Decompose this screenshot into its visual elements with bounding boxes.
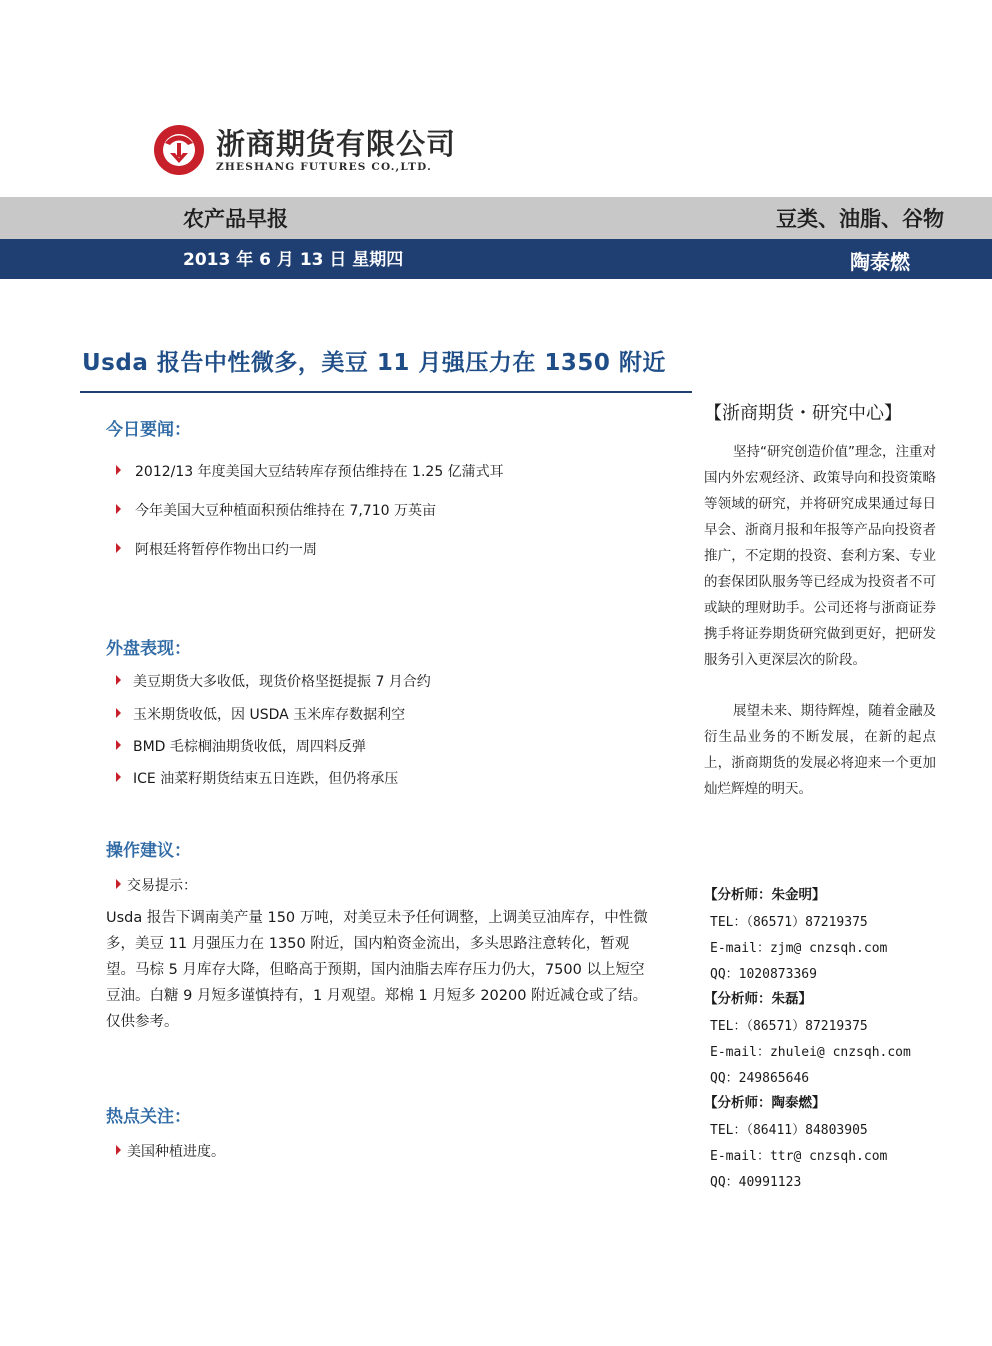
news-item: 今年美国大豆种植面积预估维持在 7,710 万英亩 bbox=[116, 500, 436, 520]
analyst-heading: 【分析师：朱金明】 bbox=[704, 887, 826, 903]
bullet-triangle-icon bbox=[116, 1145, 121, 1155]
news-item: 阿根廷将暂停作物出口约一周 bbox=[116, 539, 317, 559]
advice-heading: 操作建议： bbox=[106, 841, 191, 861]
analyst-tel: TEL：（86571）87219375 bbox=[710, 915, 868, 930]
bullet-triangle-icon bbox=[116, 772, 121, 782]
company-name-en: ZHESHANG FUTURES CO.,LTD. bbox=[216, 161, 432, 173]
bullet-triangle-icon bbox=[116, 708, 121, 718]
bullet-triangle-icon bbox=[116, 675, 121, 685]
bullet-triangle-icon bbox=[116, 740, 121, 750]
analyst-tel: TEL：（86571）87219375 bbox=[710, 1019, 868, 1034]
hot-item: 美国种植进度。 bbox=[116, 1141, 225, 1161]
bullet-triangle-icon bbox=[116, 465, 121, 475]
hot-heading: 热点关注： bbox=[106, 1107, 191, 1127]
report-author: 陶泰燃 bbox=[850, 250, 910, 274]
analyst-qq: QQ：1020873369 bbox=[710, 967, 817, 982]
overseas-heading: 外盘表现： bbox=[106, 639, 191, 659]
bullet-triangle-icon bbox=[116, 879, 121, 889]
analyst-tel: TEL：（86411）84803905 bbox=[710, 1123, 868, 1138]
analyst-qq: QQ：40991123 bbox=[710, 1175, 802, 1190]
analyst-heading: 【分析师：陶泰燃】 bbox=[704, 1095, 826, 1111]
trade-tip-label: 交易提示： bbox=[116, 875, 197, 895]
overseas-item: BMD 毛棕榈油期货收低，周四料反弹 bbox=[116, 736, 366, 756]
report-date: 2013 年 6 月 13 日 星期四 bbox=[183, 250, 404, 270]
bullet-triangle-icon bbox=[116, 504, 121, 514]
analyst-email[interactable]: E-mail：zjm@ cnzsqh.com bbox=[710, 941, 888, 956]
report-type: 农产品早报 bbox=[183, 207, 288, 231]
zheshang-logo-icon bbox=[152, 123, 206, 177]
research-center-intro: 坚持“研究创造价值”理念，注重对国内外宏观经济、政策导向和投资策略等领域的研究，并将研究成果通过每日早会、浙商月报和年报等产品向投资者推广，不定期的投资、套利方案、专业的套保团队服务等已经成为投资者不可或缺的理财助手。公司还将与浙商证券携手将证券期货研究做到更好，把研发服务引入更深层次的阶段。 bbox=[704, 444, 936, 668]
overseas-item: 美豆期货大多收低，现货价格坚挺提振 7 月合约 bbox=[116, 671, 431, 691]
advice-paragraph: Usda 报告下调南美产量 150 万吨，对美豆未予任何调整，上调美豆油库存，中性微多，美豆 11 月强压力在 1350 附近，国内粕资金流出，多头思路注意转化，暂观望。马棕 5 月库存大降，但略高于预期，国内油脂去库存压力仍大，7500 以上短空豆油。白糖 9 月短多谨慎持有，1 月观望。郑棉 1 月短多 20200 附近减仓或了结。仅供参考。 bbox=[106, 910, 648, 1030]
news-heading: 今日要闻： bbox=[106, 420, 191, 440]
title-divider bbox=[80, 391, 692, 393]
news-item: 2012/13 年度美国大豆结转库存预估维持在 1.25 亿蒲式耳 bbox=[116, 461, 504, 481]
analyst-email[interactable]: E-mail：zhulei@ cnzsqh.com bbox=[710, 1045, 911, 1060]
overseas-item: 玉米期货收低，因 USDA 玉米库存数据利空 bbox=[116, 704, 405, 724]
research-center-title: 【浙商期货・研究中心】 bbox=[704, 403, 902, 424]
overseas-item: ICE 油菜籽期货结束五日连跌，但仍将承压 bbox=[116, 768, 398, 788]
bullet-triangle-icon bbox=[116, 543, 121, 553]
company-name-cn: 浙商期货有限公司 bbox=[216, 127, 457, 161]
analyst-qq: QQ：249865646 bbox=[710, 1071, 810, 1086]
analyst-heading: 【分析师：朱磊】 bbox=[704, 991, 812, 1007]
analyst-email[interactable]: E-mail：ttr@ cnzsqh.com bbox=[710, 1149, 888, 1164]
research-center-outlook: 展望未来、期待辉煌，随着金融及衍生品业务的不断发展，在新的起点上，浙商期货的发展必将迎来一个更加灿烂辉煌的明天。 bbox=[704, 703, 936, 797]
header-band-blue bbox=[0, 239, 992, 279]
main-title: Usda 报告中性微多，美豆 11 月强压力在 1350 附近 bbox=[82, 350, 666, 376]
report-categories: 豆类、油脂、谷物 bbox=[776, 207, 944, 231]
